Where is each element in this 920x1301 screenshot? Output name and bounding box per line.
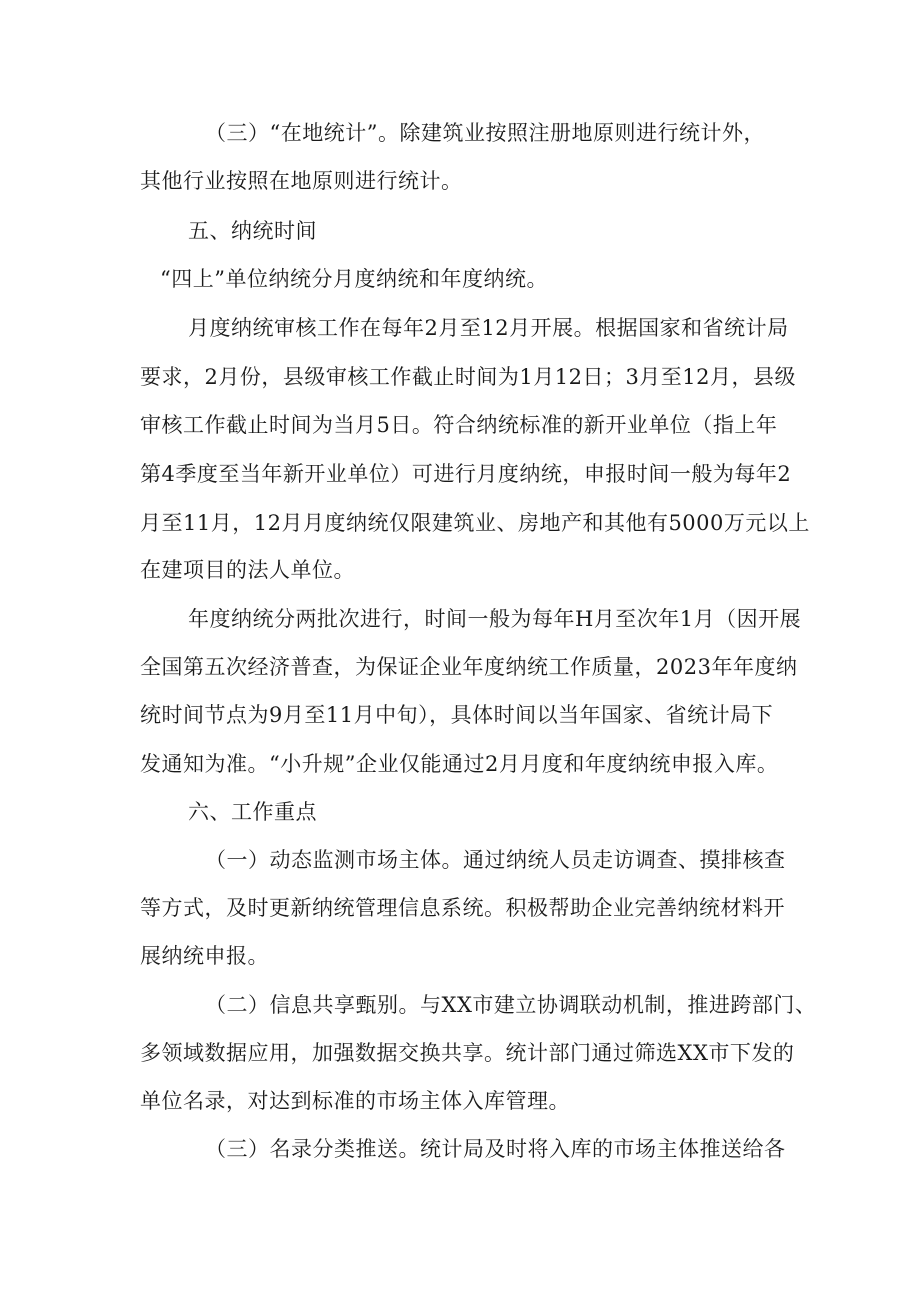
section-heading: 五、纳统时间 <box>188 219 317 243</box>
paragraph-line: 统时间节点为9月至11月中旬），具体时间以当年国家、省统计局下 <box>140 703 774 727</box>
paragraph-line: 月至11月，12月月度纳统仅限建筑业、房地产和其他有5000万元以上 <box>140 511 810 535</box>
paragraph-line: 在建项目的法人单位。 <box>140 558 355 582</box>
paragraph-line: 展纳统申报。 <box>140 944 269 968</box>
paragraph-line: （二）信息共享甄别。与XX市建立协调联动机制，推进跨部门、 <box>205 993 817 1017</box>
paragraph-line: （三）名录分类推送。统计局及时将入库的市场主体推送给各 <box>205 1137 786 1161</box>
paragraph-line: （一）动态监测市场主体。通过纳统人员走访调查、摸排核查 <box>205 848 786 872</box>
paragraph-line: 等方式，及时更新纳统管理信息系统。积极帮助企业完善纳统材料开 <box>140 896 785 920</box>
paragraph-line: 月度纳统审核工作在每年2月至12月开展。根据国家和省统计局 <box>188 316 789 340</box>
paragraph-line: 审核工作截止时间为当月5日。符合纳统标准的新开业单位（指上年 <box>140 413 778 437</box>
paragraph-line: 单位名录，对达到标准的市场主体入库管理。 <box>140 1089 570 1113</box>
paragraph-line: 全国第五次经济普查，为保证企业年度纳统工作质量，2023年年度纳 <box>140 655 798 679</box>
paragraph-line: 第4季度至当年新开业单位）可进行月度纳统，申报时间一般为每年2 <box>140 462 792 486</box>
paragraph-line: 多领域数据应用，加强数据交换共享。统计部门通过筛选XX市下发的 <box>140 1041 795 1065</box>
paragraph-line: （三）“在地统计”。除建筑业按照注册地原则进行统计外， <box>205 121 765 145</box>
section-heading: 六、工作重点 <box>188 800 317 824</box>
paragraph-line: 发通知为准。“小升规”企业仅能通过2月月度和年度纳统申报入库。 <box>140 752 779 776</box>
paragraph-line: “四上”单位纳统分月度纳统和年度纳统。 <box>160 267 548 291</box>
paragraph-line: 要求，2月份，县级审核工作截止时间为1月12日；3月至12月，县级 <box>140 365 797 389</box>
paragraph-line: 年度纳统分两批次进行，时间一般为每年H月至次年1月（因开展 <box>188 607 802 631</box>
paragraph-line: 其他行业按照在地原则进行统计。 <box>140 169 463 193</box>
